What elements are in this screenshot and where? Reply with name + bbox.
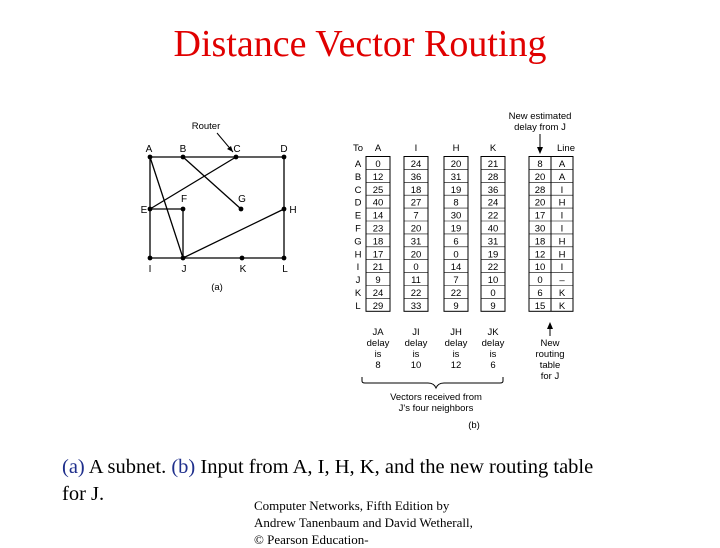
new-line-I: I bbox=[560, 262, 564, 274]
vector-cell-A-H: 17 bbox=[372, 249, 384, 261]
vector-cell-K-F: 40 bbox=[487, 223, 499, 235]
vector-cell-A-F: 23 bbox=[372, 223, 384, 235]
node-label-E: E bbox=[140, 205, 148, 216]
vector-cell-H-B: 31 bbox=[450, 171, 462, 183]
new-delay-E: 17 bbox=[534, 210, 546, 222]
vector-cell-I-F: 20 bbox=[410, 223, 422, 235]
node-label-I: I bbox=[148, 264, 152, 275]
slide-title: Distance Vector Routing bbox=[173, 23, 547, 65]
column-header-I: I bbox=[414, 143, 418, 154]
node-label-L: L bbox=[282, 264, 288, 275]
router-node-D bbox=[282, 155, 287, 160]
vector-cell-I-C: 18 bbox=[410, 184, 422, 196]
new-line-K: K bbox=[558, 288, 566, 299]
destination-label-J: J bbox=[355, 275, 361, 287]
vector-cell-H-G: 6 bbox=[453, 236, 459, 248]
router-node-A bbox=[148, 155, 153, 160]
vector-cell-H-K: 22 bbox=[450, 288, 462, 299]
new-line-A: A bbox=[558, 159, 566, 170]
vector-cell-K-D: 24 bbox=[487, 197, 499, 209]
new-table-label: for J bbox=[540, 371, 560, 382]
router-node-I bbox=[148, 256, 153, 261]
new-delay-H: 12 bbox=[534, 249, 546, 261]
delay-label-A: is bbox=[374, 349, 382, 360]
new-line-H: H bbox=[558, 249, 566, 261]
new-estimate-label: New estimated bbox=[508, 111, 572, 122]
vector-cell-K-E: 22 bbox=[487, 210, 499, 222]
caption-part-b: (b) bbox=[171, 456, 196, 478]
vector-cell-A-C: 25 bbox=[372, 184, 384, 196]
subnet-diagram bbox=[141, 121, 297, 293]
router-node-B bbox=[181, 155, 186, 160]
new-table-pointer-arrowhead bbox=[547, 322, 553, 329]
node-label-K: K bbox=[239, 264, 247, 275]
delay-label-K: JK bbox=[487, 327, 499, 338]
vector-cell-H-C: 19 bbox=[450, 184, 462, 196]
vector-cell-K-B: 28 bbox=[487, 171, 499, 183]
vector-cell-A-I: 21 bbox=[372, 262, 384, 274]
vector-cell-I-K: 22 bbox=[410, 288, 422, 299]
vector-cell-I-G: 31 bbox=[410, 236, 422, 248]
new-delay-G: 18 bbox=[534, 236, 546, 248]
new-delay-I: 10 bbox=[534, 262, 546, 274]
routing-tables bbox=[353, 111, 575, 431]
vector-cell-I-L: 33 bbox=[410, 300, 422, 312]
delay-label-I: JI bbox=[412, 327, 420, 338]
link-B-G bbox=[180, 157, 241, 209]
new-estimate-label: delay from J bbox=[514, 122, 566, 133]
router-node-F bbox=[181, 207, 186, 212]
neighbors-brace bbox=[362, 377, 503, 388]
column-header-A: A bbox=[374, 143, 382, 154]
caption-part-a: (a) bbox=[62, 456, 85, 478]
caption-text-b: Input from A, I, H, K, and the new routing table for J. bbox=[62, 456, 594, 505]
panel-b-label: (b) bbox=[468, 420, 480, 431]
new-line-J: – bbox=[559, 275, 565, 287]
vector-cell-A-D: 40 bbox=[372, 197, 384, 209]
router-label: Router bbox=[191, 121, 221, 132]
router-node-J bbox=[181, 256, 186, 261]
caption-text-a: A subnet. bbox=[84, 456, 172, 478]
node-label-J: J bbox=[181, 264, 187, 275]
delay-label-H: JH bbox=[450, 327, 462, 338]
destination-label-B: B bbox=[354, 171, 362, 183]
delay-label-A: delay bbox=[366, 338, 390, 349]
vector-cell-K-G: 31 bbox=[487, 236, 499, 248]
line-header: Line bbox=[557, 143, 575, 154]
delay-label-I: delay bbox=[404, 338, 428, 349]
vector-cell-A-L: 29 bbox=[372, 300, 384, 312]
link-A-J bbox=[150, 157, 183, 258]
router-node-E bbox=[148, 207, 153, 212]
vector-cell-K-C: 36 bbox=[487, 184, 499, 196]
node-label-H: H bbox=[289, 205, 297, 216]
vector-cell-H-F: 19 bbox=[450, 223, 462, 235]
new-delay-F: 30 bbox=[534, 223, 546, 235]
vector-cell-I-J: 11 bbox=[411, 275, 421, 287]
to-header: To bbox=[352, 143, 364, 154]
vector-cell-I-D: 27 bbox=[410, 197, 422, 209]
vectors-label: Vectors received from bbox=[390, 392, 482, 403]
delay-label-I: 10 bbox=[410, 360, 422, 371]
node-label-D: D bbox=[280, 144, 288, 155]
new-line-D: H bbox=[558, 197, 566, 209]
delay-label-K: 6 bbox=[490, 360, 496, 371]
destination-label-D: D bbox=[354, 197, 362, 209]
delay-label-H: is bbox=[452, 349, 460, 360]
vector-cell-H-D: 8 bbox=[453, 197, 459, 209]
new-delay-D: 20 bbox=[534, 197, 546, 209]
new-table-label: table bbox=[539, 360, 561, 371]
new-line-B: A bbox=[558, 171, 566, 183]
delay-label-K: delay bbox=[481, 338, 505, 349]
destination-label-A: A bbox=[354, 159, 362, 170]
vector-cell-K-I: 22 bbox=[487, 262, 499, 274]
destination-label-I: I bbox=[356, 262, 360, 274]
vector-cell-K-H: 19 bbox=[487, 249, 499, 261]
destination-label-F: F bbox=[355, 223, 361, 235]
new-delay-A: 8 bbox=[537, 159, 543, 170]
router-node-K bbox=[240, 256, 245, 261]
panel-a-label: (a) bbox=[211, 282, 223, 293]
router-node-H bbox=[282, 207, 287, 212]
node-label-G: G bbox=[238, 194, 246, 205]
new-delay-K: 6 bbox=[537, 288, 543, 299]
node-label-A: A bbox=[145, 144, 153, 155]
delay-label-H: 12 bbox=[450, 360, 462, 371]
vector-cell-H-L: 9 bbox=[453, 300, 459, 312]
new-line-F: I bbox=[560, 223, 564, 235]
destination-label-G: G bbox=[354, 236, 362, 248]
destination-label-L: L bbox=[355, 300, 361, 312]
vector-cell-A-E: 14 bbox=[372, 210, 384, 222]
vector-cell-H-I: 14 bbox=[450, 262, 462, 274]
delay-label-I: is bbox=[412, 349, 420, 360]
vector-cell-K-J: 10 bbox=[487, 275, 499, 287]
node-label-F: F bbox=[180, 194, 188, 205]
vector-cell-I-A: 24 bbox=[410, 159, 422, 170]
new-delay-J: 0 bbox=[537, 275, 543, 287]
new-table-label: routing bbox=[535, 349, 565, 360]
link-C-E bbox=[150, 157, 236, 209]
router-node-C bbox=[234, 155, 239, 160]
column-header-K: K bbox=[489, 143, 497, 154]
vector-cell-A-G: 18 bbox=[372, 236, 384, 248]
delay-label-K: is bbox=[489, 349, 497, 360]
vector-cell-H-A: 20 bbox=[450, 159, 462, 170]
vector-cell-A-A: 0 bbox=[375, 159, 381, 170]
new-line-G: H bbox=[558, 236, 566, 248]
node-label-B: B bbox=[179, 144, 187, 155]
router-node-G bbox=[239, 207, 244, 212]
vectors-label: J's four neighbors bbox=[398, 403, 474, 414]
vector-cell-K-A: 21 bbox=[487, 159, 499, 170]
vector-cell-H-E: 30 bbox=[450, 210, 462, 222]
router-node-L bbox=[282, 256, 287, 261]
new-line-C: I bbox=[560, 184, 564, 196]
vector-cell-I-I: 0 bbox=[413, 262, 419, 274]
new-line-E: I bbox=[560, 210, 564, 222]
delay-label-A: 8 bbox=[375, 360, 381, 371]
source-credit: Computer Networks, Fifth Edition by Andrew Tanenbaum and David Wetherall, © Pearson Education- bbox=[254, 498, 473, 547]
new-table-label: New bbox=[540, 338, 560, 349]
new-delay-C: 28 bbox=[534, 184, 546, 196]
delay-label-A: JA bbox=[372, 327, 384, 338]
new-delay-L: 15 bbox=[534, 300, 546, 312]
vector-cell-I-H: 20 bbox=[410, 249, 422, 261]
new-line-L: K bbox=[558, 300, 566, 312]
vector-cell-A-B: 12 bbox=[372, 171, 384, 183]
vector-cell-I-E: 7 bbox=[413, 210, 419, 222]
destination-label-H: H bbox=[354, 249, 362, 261]
vector-cell-A-K: 24 bbox=[372, 288, 384, 299]
vector-cell-H-H: 0 bbox=[453, 249, 459, 261]
destination-label-E: E bbox=[354, 210, 362, 222]
destination-label-C: C bbox=[354, 184, 362, 196]
new-estimate-arrowhead bbox=[537, 147, 543, 154]
router-pointer-arrowhead bbox=[227, 146, 233, 152]
new-delay-B: 20 bbox=[534, 171, 546, 183]
column-header-H: H bbox=[452, 143, 460, 154]
link-J-H bbox=[183, 209, 284, 258]
node-label-C: C bbox=[233, 144, 241, 155]
vector-cell-K-K: 0 bbox=[490, 288, 496, 299]
vector-cell-I-B: 36 bbox=[410, 171, 422, 183]
vector-cell-A-J: 9 bbox=[375, 275, 381, 287]
vector-cell-H-J: 7 bbox=[453, 275, 459, 287]
destination-label-K: K bbox=[354, 288, 362, 299]
vector-cell-K-L: 9 bbox=[490, 300, 496, 312]
delay-label-H: delay bbox=[444, 338, 468, 349]
